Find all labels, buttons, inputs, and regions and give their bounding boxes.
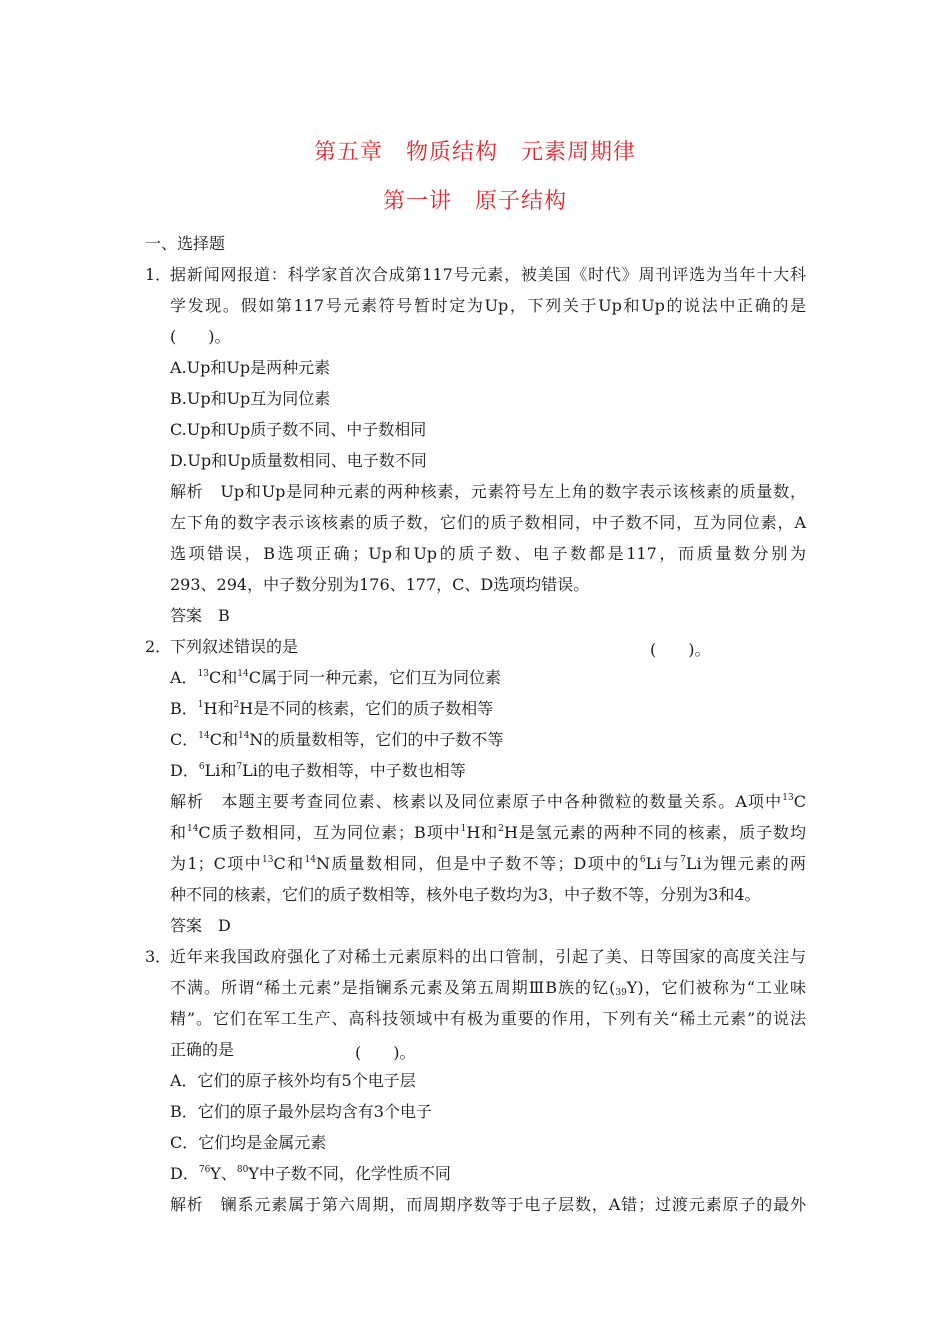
- question-1-stem-line-1: 据新闻网报道：科学家首次合成第117号元素，被美国《时代》周刊评选为当年十大科: [170, 265, 806, 284]
- question-2-option-a: A．$^{13}$C和$^{14}$C属于同一种元素，它们互为同位素: [170, 668, 501, 687]
- question-1-option-c: C.Up和Up质子数不同、中子数相同: [170, 420, 427, 439]
- question-3-option-a: A．它们的原子核外均有5个电子层: [170, 1071, 416, 1090]
- question-3-option-c: C．它们均是金属元素: [170, 1133, 327, 1152]
- question-1-analysis-line-4: 293、294，中子数分别为176、177，C、D选项均错误。: [170, 575, 590, 594]
- question-2-analysis-line-4: 种不同的核素，它们的质子数相等，核外电子数均为3，中子数不等，分别为3和4。: [170, 885, 761, 904]
- question-1-answer-blank: ( )。: [170, 327, 231, 346]
- question-2-option-c: C．$^{14}$C和$^{14}$N的质量数相等，它们的中子数不等: [170, 730, 504, 749]
- question-1-number: 1．: [145, 265, 172, 284]
- question-2-analysis-line-3: 为1；C项中$^{13}$C和$^{14}$N质量数相同，但是中子数不等；D项中的$^6$Li与$^7$Li为锂元素的两: [170, 854, 806, 873]
- question-2-option-d: D．$^6$Li和$^7$Li的电子数相等，中子数也相等: [170, 761, 466, 780]
- question-3-option-b: B．它们的原子最外层均含有3个电子: [170, 1102, 432, 1121]
- question-2-analysis-line-2: 和$^{14}$C质子数相同，互为同位素；B项中$^1$H和$^2$H是氢元素的两种不同的核素，质子数均: [170, 823, 806, 842]
- question-1-option-b: B.Up和Up互为同位素: [170, 389, 331, 408]
- question-3-answer-blank: ( )。: [355, 1043, 416, 1062]
- question-1-analysis-line-1: 解析 Up和Up是同种元素的两种核素，元素符号左上角的数字表示该核素的质量数，: [170, 482, 806, 501]
- question-2-number: 2．: [145, 637, 172, 656]
- question-1-answer: 答案 B: [170, 606, 230, 625]
- question-1-analysis-line-2: 左下角的数字表示该核素的质子数，它们的质子数相同，中子数不同，互为同位素，A: [170, 513, 806, 532]
- question-3-stem-line-2: 不满。所谓“稀土元素”是指镧系元素及第五周期ⅢB族的钇$(_{39}Y)$，它们被称为“工业味: [170, 978, 806, 998]
- question-3-number: 3．: [145, 947, 172, 966]
- question-3-stem-line-1: 近年来我国政府强化了对稀土元素原料的出口管制，引起了美、日等国家的高度关注与: [170, 947, 806, 966]
- question-2-stem: 下列叙述错误的是: [170, 637, 299, 656]
- lecture-title: 第一讲 原子结构: [382, 189, 567, 214]
- question-1-option-a: A.Up和Up是两种元素: [170, 358, 331, 377]
- question-2-analysis-line-1: 解析 本题主要考查同位素、核素以及同位素原子中各种微粒的数量关系。A项中$^{13}$C: [170, 792, 806, 811]
- question-3-option-d: D．$^{76}$Y、$^{80}$Y中子数不同，化学性质不同: [170, 1164, 451, 1183]
- question-2-answer: 答案 D: [170, 916, 231, 935]
- question-3-stem-line-4: 正确的是: [170, 1040, 235, 1059]
- question-2-answer-blank: ( )。: [650, 640, 711, 659]
- question-2-option-b: B．$^1$H和$^2$H是不同的核素，它们的质子数相等: [170, 699, 494, 718]
- question-1-stem-line-2: 学发现。假如第117号元素符号暂时定为Up，下列关于Up和Up的说法中正确的是: [170, 296, 806, 315]
- chapter-title: 第五章 物质结构 元素周期律: [313, 140, 636, 165]
- question-3-analysis-line-1: 解析 镧系元素属于第六周期，而周期序数等于电子层数，A错；过渡元素原子的最外: [170, 1195, 806, 1214]
- section-heading: 一、选择题: [145, 234, 226, 253]
- question-3-stem-line-3: 精”。它们在军工生产、高科技领域中有极为重要的作用，下列有关“稀土元素”的说法: [170, 1009, 806, 1028]
- question-1-analysis-line-3: 选项错误，B选项正确；Up和Up的质子数、电子数都是117，而质量数分别为: [170, 544, 806, 563]
- question-1-option-d: D.Up和Up质量数相同、电子数不同: [170, 451, 427, 470]
